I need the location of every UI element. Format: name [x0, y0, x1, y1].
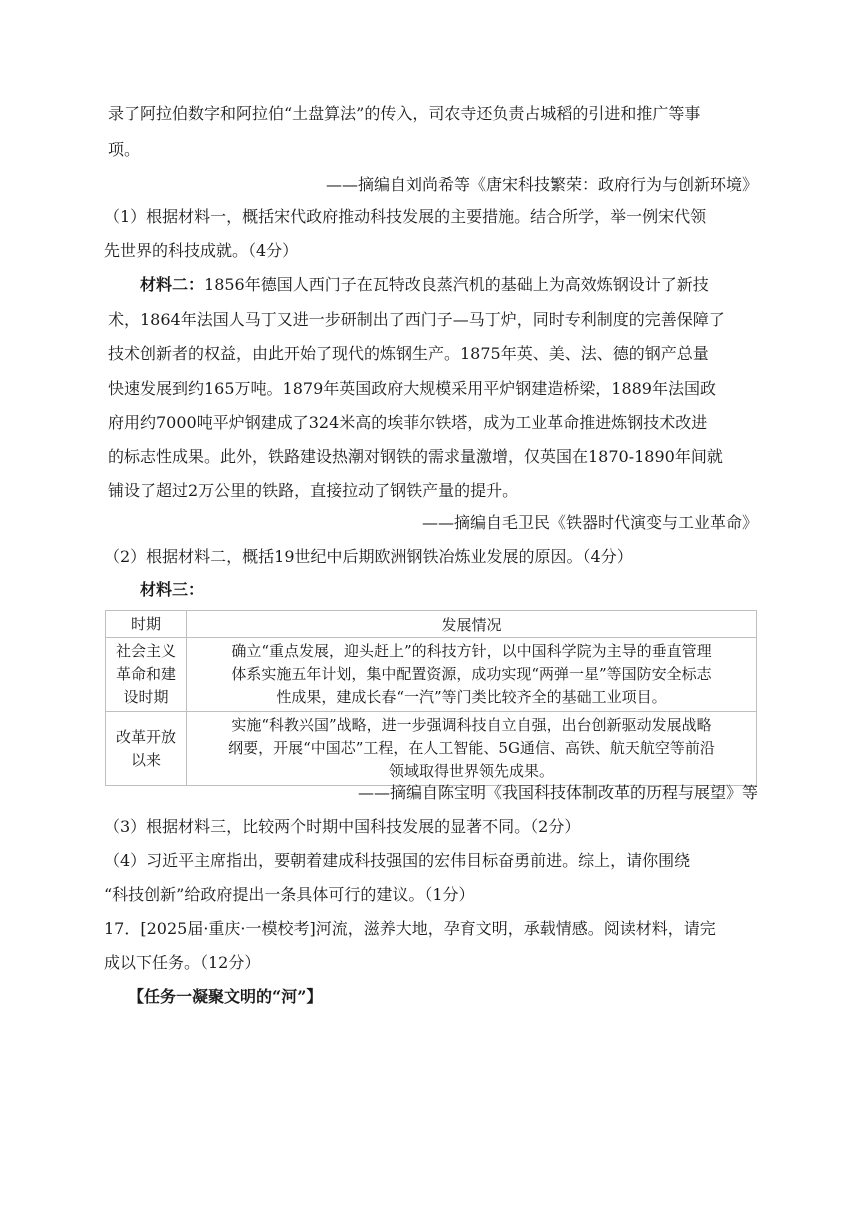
material2-line: 铺设了超过2万公里的铁路，直接拉动了钢铁产量的提升。: [108, 481, 519, 500]
question-17-line: 成以下任务。（12分）: [104, 953, 261, 972]
period-line: 以来: [130, 750, 161, 769]
material3-label: 材料三：: [140, 580, 205, 599]
question-4-line: （4）习近平主席指出，要朝着建成科技强国的宏伟目标奋勇前进。综上，请你围绕: [104, 851, 691, 870]
table-cell-content: [187, 712, 757, 786]
content-line: 体系实施五年计划，集中配置资源，成功实现“两弹一星”等国防安全标志: [231, 665, 712, 683]
material1-line: 录了阿拉伯数字和阿拉伯“土盘算法”的传入，司农寺还负责占城稻的引进和推广等事: [108, 104, 701, 123]
material2-source: ——摘编自毛卫民《铁器时代演变与工业革命》: [421, 513, 758, 532]
content-line: 实施“科教兴国”战略，进一步强调科技自立自强，出台创新驱动发展战略: [231, 716, 712, 734]
table-header-row: [106, 611, 757, 638]
table-row: [106, 638, 757, 712]
period-line: 设时期: [123, 688, 169, 706]
material3-source: ——摘编自陈宝明《我国科技体制改革的历程与展望》等: [357, 783, 758, 802]
table-header-content: 发展情况: [187, 611, 757, 638]
period-line: 革命和建: [115, 665, 176, 683]
material1-line: 项。: [108, 140, 141, 159]
material2-line: 术，1864年法国人马丁又进一步研制出了西门子—马丁炉，同时专利制度的完善保障了: [108, 310, 725, 329]
question-1-line: 先世界的科技成就。（4分）: [104, 241, 299, 260]
period-line: 改革开放: [115, 727, 176, 746]
material2-first-line: [140, 275, 758, 295]
material2-line: 技术创新者的权益，由此开始了现代的炼钢生产。1875年英、美、法、德的钢产总量: [108, 344, 709, 363]
question-3: （3）根据材料三，比较两个时期中国科技发展的显著不同。（2分）: [104, 817, 581, 836]
question-17-line: 17．[2025届·重庆·一模校考]河流，滋养大地，孕育文明，承载情感。阅读材料，请完: [104, 919, 716, 938]
material2-line: 快速发展到约165万吨。1879年英国政府大规模采用平炉钢建造桥梁，1889年法国政: [108, 379, 716, 398]
table-cell-period: [106, 638, 187, 712]
material2-line: 1856年德国人西门子在瓦特改良蒸汽机的基础上为高效炼钢设计了新技: [204, 275, 709, 294]
material1-source: ——摘编自刘尚希等《唐宋科技繁荣：政府行为与创新环境》: [325, 175, 758, 194]
table-header-period: 时期: [106, 611, 187, 638]
content-line: 纲要，开展“中国芯”工程，在人工智能、5G通信、高铁、航天航空等前沿: [228, 739, 715, 757]
question-2: （2）根据材料二，概括19世纪中后期欧洲钢铁冶炼业发展的原因。（4分）: [104, 547, 633, 566]
table-cell-period: [106, 712, 187, 786]
task-1-heading: 【任务一凝聚文明的“河”】: [128, 987, 323, 1006]
question-4-line: “科技创新”给政府提出一条具体可行的建议。（1分）: [104, 885, 475, 904]
material2-line: 府用约7000吨平炉钢建成了324米高的埃菲尔铁塔，成为工业革命推进炼钢技术改进: [108, 413, 708, 432]
material2-line: 的标志性成果。此外，铁路建设热潮对钢铁的需求量激增，仅英国在1870-1890年间就: [108, 447, 723, 466]
development-table: [105, 610, 757, 786]
table-cell-content: [187, 638, 757, 712]
content-line: 领域取得世界领先成果。: [388, 762, 554, 780]
material2-label: 材料二：: [140, 275, 205, 294]
question-1-line: （1）根据材料一，概括宋代政府推动科技发展的主要措施。结合所学，举一例宋代领: [104, 207, 707, 226]
period-line: 社会主义: [115, 642, 176, 660]
content-line: 性成果，建成长春“一汽”等门类比较齐全的基础工业项目。: [276, 688, 667, 706]
content-line: 确立“重点发展，迎头赶上”的科技方针，以中国科学院为主导的垂直管理: [231, 642, 712, 660]
table-row: [106, 712, 757, 786]
